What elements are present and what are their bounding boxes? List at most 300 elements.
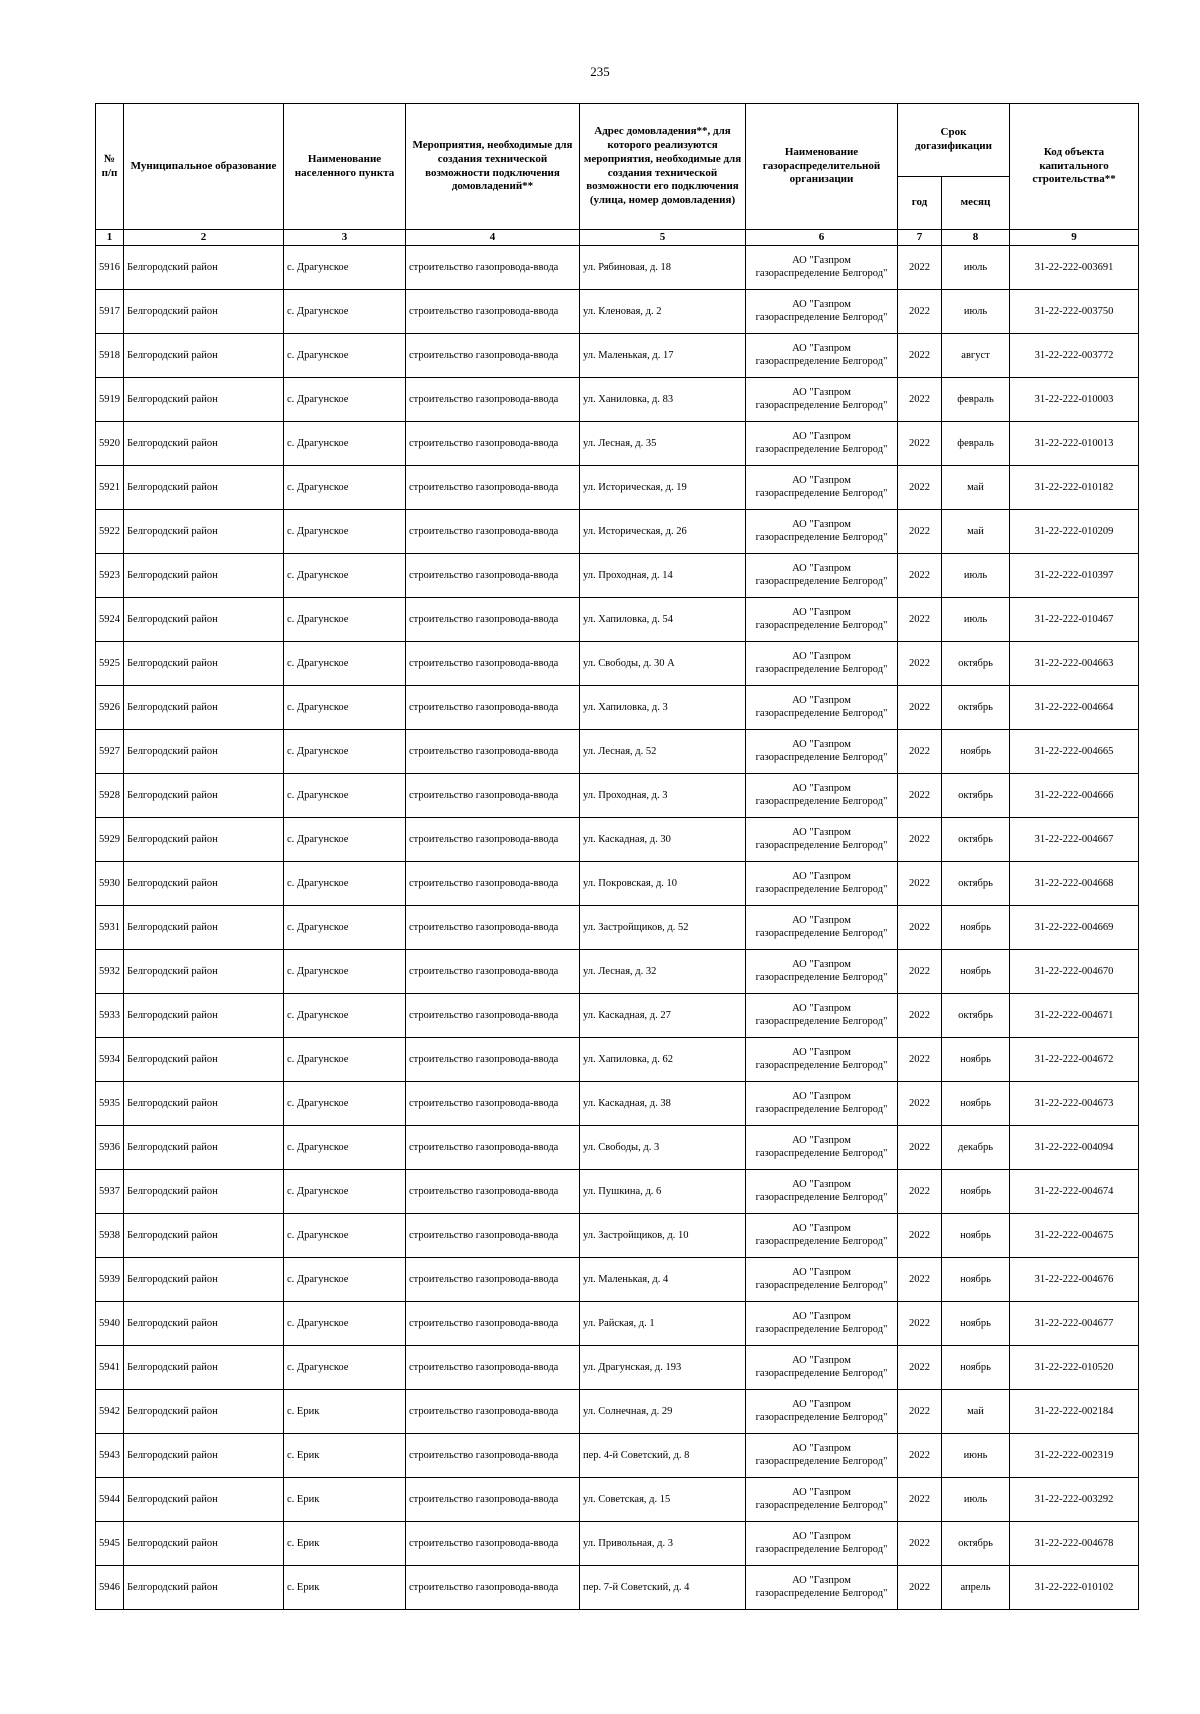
organization-cell xyxy=(746,1038,898,1082)
address-cell: ул. Хапиловка, д. 62 xyxy=(580,1038,746,1082)
row-number: 5919 xyxy=(96,378,124,422)
organization-line: газораспределение Белгород" xyxy=(755,355,888,367)
year-cell: 2022 xyxy=(898,1038,942,1082)
month-cell: ноябрь xyxy=(942,1082,1010,1126)
address-cell: ул. Проходная, д. 3 xyxy=(580,774,746,818)
organization-line: газораспределение Белгород" xyxy=(755,1543,888,1555)
table-row xyxy=(96,598,1139,642)
organization-cell xyxy=(746,1346,898,1390)
organization-line: газораспределение Белгород" xyxy=(755,883,888,895)
organization-line: АО "Газпром xyxy=(792,1354,851,1366)
municipality-cell: Белгородский район xyxy=(124,1126,284,1170)
settlement-cell: с. Драгунское xyxy=(284,1258,406,1302)
settlement-cell: с. Драгунское xyxy=(284,334,406,378)
year-cell: 2022 xyxy=(898,334,942,378)
organization-line: АО "Газпром xyxy=(792,650,851,662)
municipality-cell: Белгородский район xyxy=(124,1038,284,1082)
row-number: 5916 xyxy=(96,246,124,290)
address-cell: ул. Хапиловка, д. 54 xyxy=(580,598,746,642)
municipality-cell: Белгородский район xyxy=(124,1566,284,1610)
address-cell: пер. 4-й Советский, д. 8 xyxy=(580,1434,746,1478)
object-code-cell: 31-22-222-004673 xyxy=(1010,1082,1139,1126)
column-number: 3 xyxy=(284,230,406,246)
year-cell: 2022 xyxy=(898,642,942,686)
year-cell: 2022 xyxy=(898,554,942,598)
organization-line: АО "Газпром xyxy=(792,386,851,398)
address-cell: ул. Лесная, д. 32 xyxy=(580,950,746,994)
settlement-cell: с. Драгунское xyxy=(284,1082,406,1126)
settlement-cell: с. Драгунское xyxy=(284,1302,406,1346)
column-number: 7 xyxy=(898,230,942,246)
object-code-cell: 31-22-222-010182 xyxy=(1010,466,1139,510)
object-code-cell: 31-22-222-004669 xyxy=(1010,906,1139,950)
municipality-cell: Белгородский район xyxy=(124,466,284,510)
table-row xyxy=(96,246,1139,290)
year-cell: 2022 xyxy=(898,994,942,1038)
year-cell: 2022 xyxy=(898,598,942,642)
organization-line: АО "Газпром xyxy=(792,298,851,310)
organization-line: газораспределение Белгород" xyxy=(755,1587,888,1599)
organization-line: АО "Газпром xyxy=(792,958,851,970)
settlement-cell: с. Ерик xyxy=(284,1522,406,1566)
measure-cell: строительство газопровода-ввода xyxy=(406,950,580,994)
organization-line: АО "Газпром xyxy=(792,1310,851,1322)
organization-line: газораспределение Белгород" xyxy=(755,399,888,411)
measure-cell: строительство газопровода-ввода xyxy=(406,1214,580,1258)
header-term: Срок догазификации xyxy=(898,104,1010,177)
row-number: 5927 xyxy=(96,730,124,774)
year-cell: 2022 xyxy=(898,730,942,774)
month-cell: июль xyxy=(942,290,1010,334)
table-body xyxy=(96,246,1139,1610)
month-cell: апрель xyxy=(942,1566,1010,1610)
organization-line: АО "Газпром xyxy=(792,1574,851,1586)
header-code: Код объекта капитального строительства** xyxy=(1010,104,1139,230)
organization-cell xyxy=(746,1258,898,1302)
row-number: 5939 xyxy=(96,1258,124,1302)
object-code-cell: 31-22-222-003292 xyxy=(1010,1478,1139,1522)
row-number: 5938 xyxy=(96,1214,124,1258)
settlement-cell: с. Драгунское xyxy=(284,1038,406,1082)
organization-line: газораспределение Белгород" xyxy=(755,1103,888,1115)
organization-cell xyxy=(746,378,898,422)
municipality-cell: Белгородский район xyxy=(124,994,284,1038)
organization-cell xyxy=(746,862,898,906)
address-cell: ул. Райская, д. 1 xyxy=(580,1302,746,1346)
column-number: 2 xyxy=(124,230,284,246)
measure-cell: строительство газопровода-ввода xyxy=(406,1302,580,1346)
municipality-cell: Белгородский район xyxy=(124,862,284,906)
settlement-cell: с. Драгунское xyxy=(284,466,406,510)
year-cell: 2022 xyxy=(898,686,942,730)
municipality-cell: Белгородский район xyxy=(124,1346,284,1390)
table-row xyxy=(96,290,1139,334)
address-cell: ул. Каскадная, д. 38 xyxy=(580,1082,746,1126)
address-cell: ул. Маленькая, д. 4 xyxy=(580,1258,746,1302)
organization-line: газораспределение Белгород" xyxy=(755,1015,888,1027)
organization-line: газораспределение Белгород" xyxy=(755,1455,888,1467)
address-cell: ул. Каскадная, д. 30 xyxy=(580,818,746,862)
organization-cell xyxy=(746,290,898,334)
municipality-cell: Белгородский район xyxy=(124,1214,284,1258)
header-organization: Наименование газораспределительной организации xyxy=(746,104,898,230)
measure-cell: строительство газопровода-ввода xyxy=(406,642,580,686)
settlement-cell: с. Драгунское xyxy=(284,554,406,598)
settlement-cell: с. Драгунское xyxy=(284,862,406,906)
measure-cell: строительство газопровода-ввода xyxy=(406,730,580,774)
header-municipality: Муниципальное образование xyxy=(124,104,284,230)
organization-line: газораспределение Белгород" xyxy=(755,1367,888,1379)
address-cell: ул. Каскадная, д. 27 xyxy=(580,994,746,1038)
row-number: 5933 xyxy=(96,994,124,1038)
object-code-cell: 31-22-222-003772 xyxy=(1010,334,1139,378)
header-num: № п/п xyxy=(96,104,124,230)
settlement-cell: с. Драгунское xyxy=(284,598,406,642)
object-code-cell: 31-22-222-004667 xyxy=(1010,818,1139,862)
organization-cell xyxy=(746,1390,898,1434)
object-code-cell: 31-22-222-004677 xyxy=(1010,1302,1139,1346)
object-code-cell: 31-22-222-004665 xyxy=(1010,730,1139,774)
measure-cell: строительство газопровода-ввода xyxy=(406,862,580,906)
row-number: 5923 xyxy=(96,554,124,598)
month-cell: июнь xyxy=(942,1434,1010,1478)
measure-cell: строительство газопровода-ввода xyxy=(406,290,580,334)
address-cell: ул. Драгунская, д. 193 xyxy=(580,1346,746,1390)
object-code-cell: 31-22-222-004672 xyxy=(1010,1038,1139,1082)
measure-cell: строительство газопровода-ввода xyxy=(406,818,580,862)
year-cell: 2022 xyxy=(898,510,942,554)
month-cell: май xyxy=(942,1390,1010,1434)
object-code-cell: 31-22-222-010209 xyxy=(1010,510,1139,554)
organization-cell xyxy=(746,1522,898,1566)
settlement-cell: с. Драгунское xyxy=(284,818,406,862)
municipality-cell: Белгородский район xyxy=(124,1478,284,1522)
month-cell: ноябрь xyxy=(942,1346,1010,1390)
table-row xyxy=(96,774,1139,818)
organization-cell xyxy=(746,906,898,950)
address-cell: ул. Историческая, д. 19 xyxy=(580,466,746,510)
object-code-cell: 31-22-222-010397 xyxy=(1010,554,1139,598)
measure-cell: строительство газопровода-ввода xyxy=(406,1082,580,1126)
row-number: 5942 xyxy=(96,1390,124,1434)
year-cell: 2022 xyxy=(898,1434,942,1478)
month-cell: октябрь xyxy=(942,686,1010,730)
table-row xyxy=(96,730,1139,774)
object-code-cell: 31-22-222-004094 xyxy=(1010,1126,1139,1170)
organization-line: АО "Газпром xyxy=(792,738,851,750)
municipality-cell: Белгородский район xyxy=(124,950,284,994)
year-cell: 2022 xyxy=(898,1522,942,1566)
year-cell: 2022 xyxy=(898,1170,942,1214)
organization-cell xyxy=(746,1214,898,1258)
month-cell: ноябрь xyxy=(942,1038,1010,1082)
municipality-cell: Белгородский район xyxy=(124,1170,284,1214)
organization-line: АО "Газпром xyxy=(792,782,851,794)
settlement-cell: с. Драгунское xyxy=(284,1126,406,1170)
table-row xyxy=(96,686,1139,730)
row-number: 5946 xyxy=(96,1566,124,1610)
row-number: 5941 xyxy=(96,1346,124,1390)
table-row xyxy=(96,950,1139,994)
row-number: 5945 xyxy=(96,1522,124,1566)
measure-cell: строительство газопровода-ввода xyxy=(406,334,580,378)
year-cell: 2022 xyxy=(898,466,942,510)
year-cell: 2022 xyxy=(898,1346,942,1390)
row-number: 5934 xyxy=(96,1038,124,1082)
year-cell: 2022 xyxy=(898,1566,942,1610)
row-number: 5940 xyxy=(96,1302,124,1346)
settlement-cell: с. Ерик xyxy=(284,1566,406,1610)
table-row xyxy=(96,1434,1139,1478)
table-row xyxy=(96,510,1139,554)
address-cell: ул. Свободы, д. 3 xyxy=(580,1126,746,1170)
year-cell: 2022 xyxy=(898,1214,942,1258)
measure-cell: строительство газопровода-ввода xyxy=(406,1258,580,1302)
measure-cell: строительство газопровода-ввода xyxy=(406,1170,580,1214)
settlement-cell: с. Драгунское xyxy=(284,950,406,994)
measure-cell: строительство газопровода-ввода xyxy=(406,1346,580,1390)
table-row xyxy=(96,1214,1139,1258)
row-number: 5931 xyxy=(96,906,124,950)
table-row xyxy=(96,906,1139,950)
measure-cell: строительство газопровода-ввода xyxy=(406,554,580,598)
measure-cell: строительство газопровода-ввода xyxy=(406,598,580,642)
table-row xyxy=(96,1170,1139,1214)
year-cell: 2022 xyxy=(898,1126,942,1170)
organization-line: АО "Газпром xyxy=(792,1222,851,1234)
municipality-cell: Белгородский район xyxy=(124,730,284,774)
municipality-cell: Белгородский район xyxy=(124,686,284,730)
address-cell: ул. Свободы, д. 30 А xyxy=(580,642,746,686)
organization-cell xyxy=(746,334,898,378)
settlement-cell: с. Драгунское xyxy=(284,378,406,422)
object-code-cell: 31-22-222-004678 xyxy=(1010,1522,1139,1566)
table-row xyxy=(96,422,1139,466)
table-row xyxy=(96,1346,1139,1390)
month-cell: май xyxy=(942,466,1010,510)
municipality-cell: Белгородский район xyxy=(124,1302,284,1346)
year-cell: 2022 xyxy=(898,246,942,290)
month-cell: ноябрь xyxy=(942,1302,1010,1346)
row-number: 5944 xyxy=(96,1478,124,1522)
municipality-cell: Белгородский район xyxy=(124,818,284,862)
organization-line: АО "Газпром xyxy=(792,1442,851,1454)
row-number: 5928 xyxy=(96,774,124,818)
organization-line: газораспределение Белгород" xyxy=(755,1191,888,1203)
year-cell: 2022 xyxy=(898,950,942,994)
address-cell: ул. Застройщиков, д. 10 xyxy=(580,1214,746,1258)
municipality-cell: Белгородский район xyxy=(124,906,284,950)
settlement-cell: с. Драгунское xyxy=(284,1170,406,1214)
address-cell: ул. Кленовая, д. 2 xyxy=(580,290,746,334)
object-code-cell: 31-22-222-004664 xyxy=(1010,686,1139,730)
organization-line: газораспределение Белгород" xyxy=(755,751,888,763)
organization-line: газораспределение Белгород" xyxy=(755,707,888,719)
table-row xyxy=(96,1522,1139,1566)
organization-line: АО "Газпром xyxy=(792,1134,851,1146)
settlement-cell: с. Драгунское xyxy=(284,642,406,686)
row-number: 5922 xyxy=(96,510,124,554)
month-cell: июль xyxy=(942,246,1010,290)
organization-line: АО "Газпром xyxy=(792,254,851,266)
measure-cell: строительство газопровода-ввода xyxy=(406,686,580,730)
table-row xyxy=(96,1126,1139,1170)
month-cell: ноябрь xyxy=(942,1258,1010,1302)
table-row xyxy=(96,818,1139,862)
object-code-cell: 31-22-222-010102 xyxy=(1010,1566,1139,1610)
object-code-cell: 31-22-222-010520 xyxy=(1010,1346,1139,1390)
organization-line: газораспределение Белгород" xyxy=(755,487,888,499)
object-code-cell: 31-22-222-003750 xyxy=(1010,290,1139,334)
column-number: 8 xyxy=(942,230,1010,246)
measure-cell: строительство газопровода-ввода xyxy=(406,510,580,554)
organization-cell xyxy=(746,774,898,818)
object-code-cell: 31-22-222-004676 xyxy=(1010,1258,1139,1302)
address-cell: ул. Историческая, д. 26 xyxy=(580,510,746,554)
organization-cell xyxy=(746,730,898,774)
month-cell: ноябрь xyxy=(942,1170,1010,1214)
organization-line: газораспределение Белгород" xyxy=(755,1499,888,1511)
object-code-cell: 31-22-222-003691 xyxy=(1010,246,1139,290)
month-cell: ноябрь xyxy=(942,730,1010,774)
year-cell: 2022 xyxy=(898,1302,942,1346)
table-row xyxy=(96,994,1139,1038)
municipality-cell: Белгородский район xyxy=(124,290,284,334)
organization-cell xyxy=(746,642,898,686)
row-number: 5921 xyxy=(96,466,124,510)
month-cell: август xyxy=(942,334,1010,378)
object-code-cell: 31-22-222-010013 xyxy=(1010,422,1139,466)
organization-line: АО "Газпром xyxy=(792,694,851,706)
measure-cell: строительство газопровода-ввода xyxy=(406,1390,580,1434)
measure-cell: строительство газопровода-ввода xyxy=(406,246,580,290)
organization-cell xyxy=(746,466,898,510)
settlement-cell: с. Драгунское xyxy=(284,510,406,554)
column-number: 6 xyxy=(746,230,898,246)
measure-cell: строительство газопровода-ввода xyxy=(406,1566,580,1610)
column-number: 1 xyxy=(96,230,124,246)
organization-line: газораспределение Белгород" xyxy=(755,927,888,939)
municipality-cell: Белгородский район xyxy=(124,1258,284,1302)
month-cell: июль xyxy=(942,1478,1010,1522)
organization-line: АО "Газпром xyxy=(792,562,851,574)
organization-line: газораспределение Белгород" xyxy=(755,1279,888,1291)
organization-line: АО "Газпром xyxy=(792,1486,851,1498)
object-code-cell: 31-22-222-004666 xyxy=(1010,774,1139,818)
year-cell: 2022 xyxy=(898,290,942,334)
organization-line: АО "Газпром xyxy=(792,606,851,618)
measure-cell: строительство газопровода-ввода xyxy=(406,422,580,466)
header-measures: Мероприятия, необходимые для создания технической возможности подключения домовладений** xyxy=(406,104,580,230)
address-cell: ул. Рябиновая, д. 18 xyxy=(580,246,746,290)
organization-line: АО "Газпром xyxy=(792,826,851,838)
organization-line: газораспределение Белгород" xyxy=(755,839,888,851)
organization-cell xyxy=(746,950,898,994)
month-cell: февраль xyxy=(942,378,1010,422)
settlement-cell: с. Драгунское xyxy=(284,1346,406,1390)
settlement-cell: с. Драгунское xyxy=(284,1214,406,1258)
measure-cell: строительство газопровода-ввода xyxy=(406,378,580,422)
organization-line: АО "Газпром xyxy=(792,914,851,926)
table-row xyxy=(96,1478,1139,1522)
measure-cell: строительство газопровода-ввода xyxy=(406,1522,580,1566)
organization-line: АО "Газпром xyxy=(792,870,851,882)
municipality-cell: Белгородский район xyxy=(124,1434,284,1478)
address-cell: пер. 7-й Советский, д. 4 xyxy=(580,1566,746,1610)
address-cell: ул. Лесная, д. 52 xyxy=(580,730,746,774)
row-number: 5929 xyxy=(96,818,124,862)
organization-line: АО "Газпром xyxy=(792,518,851,530)
row-number: 5918 xyxy=(96,334,124,378)
municipality-cell: Белгородский район xyxy=(124,774,284,818)
object-code-cell: 31-22-222-004674 xyxy=(1010,1170,1139,1214)
gasification-table xyxy=(95,103,1139,1610)
organization-line: АО "Газпром xyxy=(792,1090,851,1102)
address-cell: ул. Проходная, д. 14 xyxy=(580,554,746,598)
row-number: 5935 xyxy=(96,1082,124,1126)
month-cell: ноябрь xyxy=(942,1214,1010,1258)
header-address: Адрес домовладения**, для которого реализуются мероприятия, необходимые для создания технической возможности его подключения (улица, номер домовладения) xyxy=(580,104,746,230)
year-cell: 2022 xyxy=(898,818,942,862)
organization-cell xyxy=(746,1434,898,1478)
month-cell: декабрь xyxy=(942,1126,1010,1170)
table-row xyxy=(96,1258,1139,1302)
row-number: 5930 xyxy=(96,862,124,906)
year-cell: 2022 xyxy=(898,1478,942,1522)
month-cell: октябрь xyxy=(942,774,1010,818)
column-number: 9 xyxy=(1010,230,1139,246)
table-row xyxy=(96,1038,1139,1082)
object-code-cell: 31-22-222-004663 xyxy=(1010,642,1139,686)
settlement-cell: с. Драгунское xyxy=(284,246,406,290)
organization-cell xyxy=(746,686,898,730)
table-row xyxy=(96,1390,1139,1434)
municipality-cell: Белгородский район xyxy=(124,246,284,290)
address-cell: ул. Покровская, д. 10 xyxy=(580,862,746,906)
measure-cell: строительство газопровода-ввода xyxy=(406,1478,580,1522)
month-cell: июль xyxy=(942,554,1010,598)
row-number: 5936 xyxy=(96,1126,124,1170)
object-code-cell: 31-22-222-004668 xyxy=(1010,862,1139,906)
organization-cell xyxy=(746,246,898,290)
settlement-cell: с. Драгунское xyxy=(284,686,406,730)
municipality-cell: Белгородский район xyxy=(124,642,284,686)
organization-line: газораспределение Белгород" xyxy=(755,663,888,675)
row-number: 5943 xyxy=(96,1434,124,1478)
organization-cell xyxy=(746,1170,898,1214)
organization-cell xyxy=(746,510,898,554)
object-code-cell: 31-22-222-010003 xyxy=(1010,378,1139,422)
organization-line: газораспределение Белгород" xyxy=(755,531,888,543)
object-code-cell: 31-22-222-002184 xyxy=(1010,1390,1139,1434)
measure-cell: строительство газопровода-ввода xyxy=(406,906,580,950)
organization-cell xyxy=(746,1082,898,1126)
month-cell: октябрь xyxy=(942,818,1010,862)
month-cell: май xyxy=(942,510,1010,554)
address-cell: ул. Лесная, д. 35 xyxy=(580,422,746,466)
measure-cell: строительство газопровода-ввода xyxy=(406,466,580,510)
organization-cell xyxy=(746,1566,898,1610)
month-cell: ноябрь xyxy=(942,950,1010,994)
month-cell: ноябрь xyxy=(942,906,1010,950)
year-cell: 2022 xyxy=(898,422,942,466)
column-number: 4 xyxy=(406,230,580,246)
settlement-cell: с. Драгунское xyxy=(284,994,406,1038)
organization-line: газораспределение Белгород" xyxy=(755,443,888,455)
month-cell: октябрь xyxy=(942,642,1010,686)
header-year: год xyxy=(898,177,942,230)
measure-cell: строительство газопровода-ввода xyxy=(406,1126,580,1170)
